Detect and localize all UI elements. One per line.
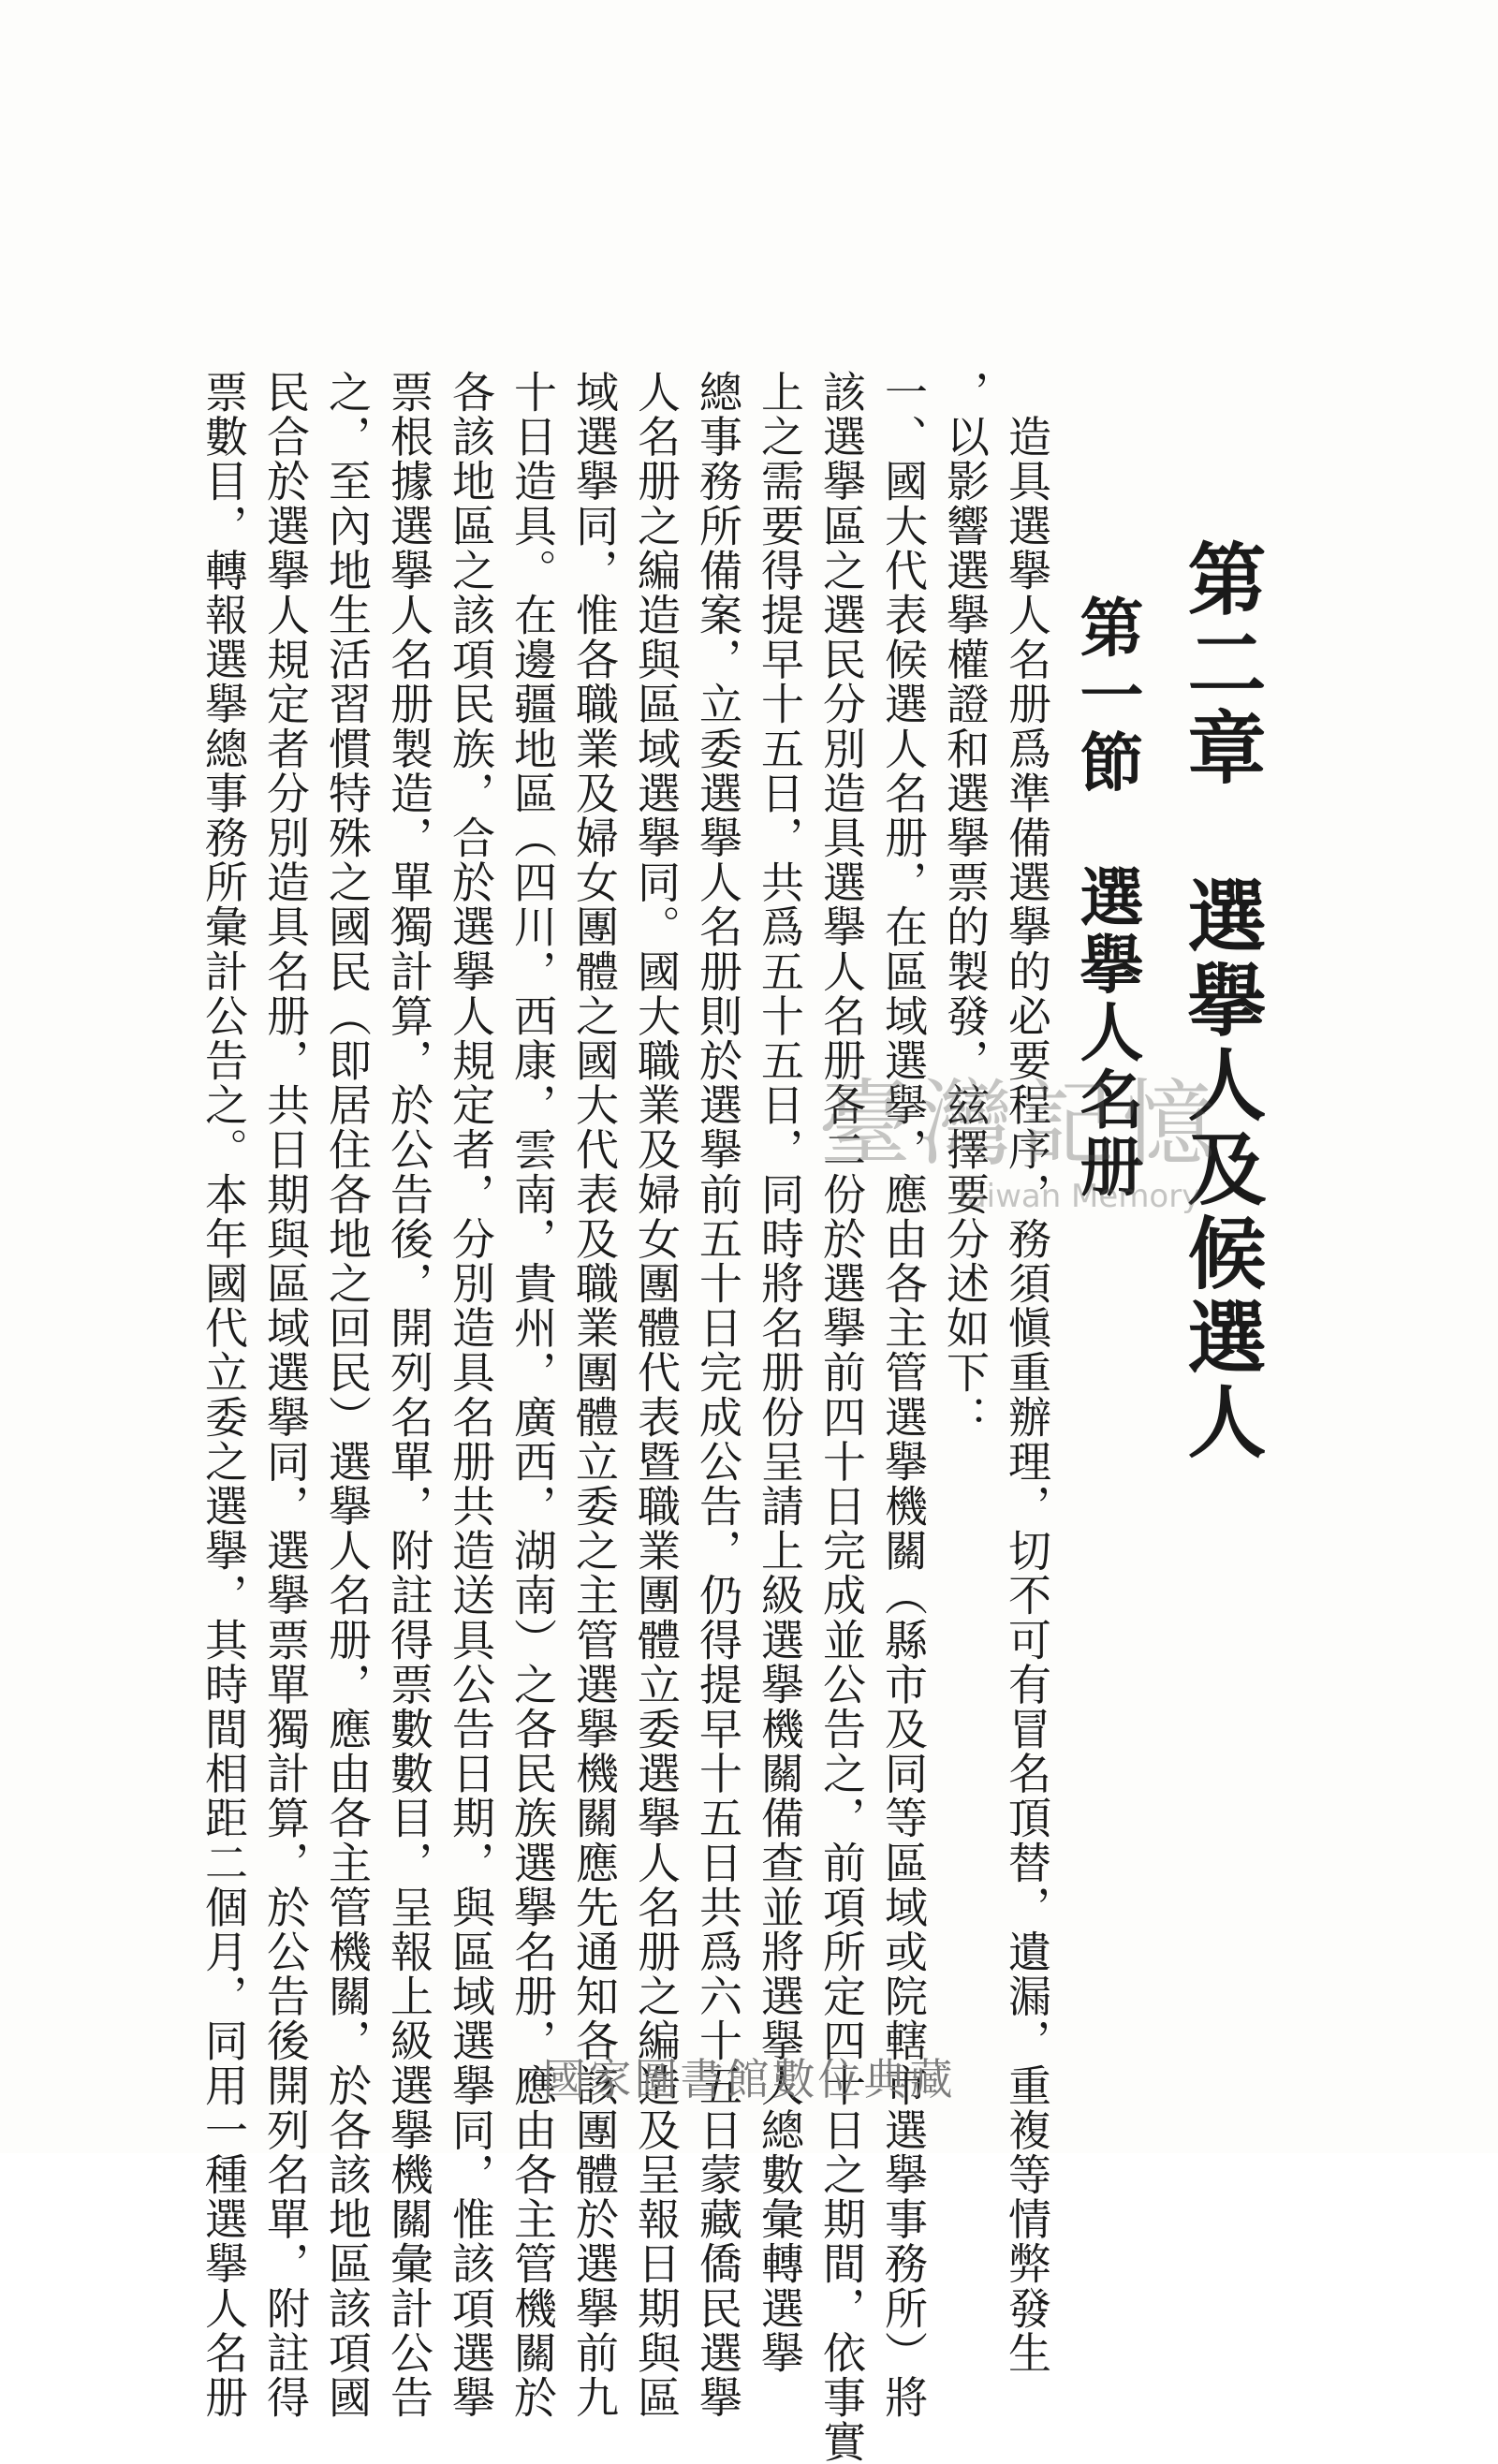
- body-column: 十日造具。在邊疆地區（四川，西康，雲南，貴州，廣西，湖南）之各民族選擧名册，應由各主管機關於: [507, 370, 558, 2420]
- body-column: 各該地區之該項民族，合於選擧人規定者，分別造具名册共造送具公告日期，與區域選擧同，惟該項選擧: [446, 370, 496, 2420]
- section-title: 第一節 選擧人名册: [1069, 594, 1144, 1201]
- body-column: 民合於選擧人規定者分別造具名册，共日期與區域選擧同，選擧票單獨計算，於公告後開列名單，附註得: [260, 370, 311, 2420]
- body-column: 上之需要得提早十五日，共爲五十五日，同時將名册份呈請上級選擧機關備查並將選擧人總數彙轉選擧: [755, 370, 805, 2375]
- body-column: 人名册之編造與區域選擧同。國大職業及婦女團體代表暨職業團體立委選擧人名册之編造及呈報日期與區: [631, 370, 682, 2420]
- body-column: 域選擧同，惟各職業及婦女團體之國大代表及職業團體立委之主管選擧機關應先通知各該團體於選擧前九: [569, 370, 620, 2420]
- body-column: 票數目，轉報選擧總事務所彙計公告之。本年國代立委之選擧，其時間相距二個月，同用一種選擧人名册: [198, 370, 249, 2420]
- body-column: 之，至內地生活習慣特殊之國民（即居住各地之回民）選擧人名册，應由各主管機關，於各該地區該項國: [322, 370, 373, 2420]
- watermark-english: Taiwan Memory: [952, 1178, 1201, 1215]
- chapter-title: 第二章 選擧人及候選人: [1175, 538, 1268, 1465]
- body-column: 一、國大代表候選人名册，在區域選擧，應由各主管選擧機關（縣市及同等區域或院轄市選擧事務所）將: [878, 370, 929, 2420]
- body-column: 票根據選擧人名册製造，單獨計算，於公告後，開列名單，附註得票數數目，呈報上級選擧機關彙計公告: [384, 370, 434, 2420]
- body-column: ，以影響選擧權證和選擧票的製發，玆擇要分述如下：: [940, 370, 991, 1440]
- watermark-chinese: 臺灣記憶: [818, 1069, 1223, 1179]
- footer-credit: 國家圖書館數位典藏: [542, 2054, 956, 2105]
- body-column: 造具選擧人名册爲準備選擧的必要程序，務須愼重辦理，切不可有冒名頂替，遺漏，重複等情弊發生: [1002, 370, 1052, 2375]
- body-column: 總事務所備案，立委選擧人名册則於選擧前五十日完成公告，仍得提早十五日共爲六十五日蒙藏僑民選擧: [693, 370, 743, 2420]
- body-column: 該選擧區之選民分別造具選擧人名册各二份於選擧前四十日完成並公告之，前項所定四十日之期間，依事實: [816, 370, 867, 2464]
